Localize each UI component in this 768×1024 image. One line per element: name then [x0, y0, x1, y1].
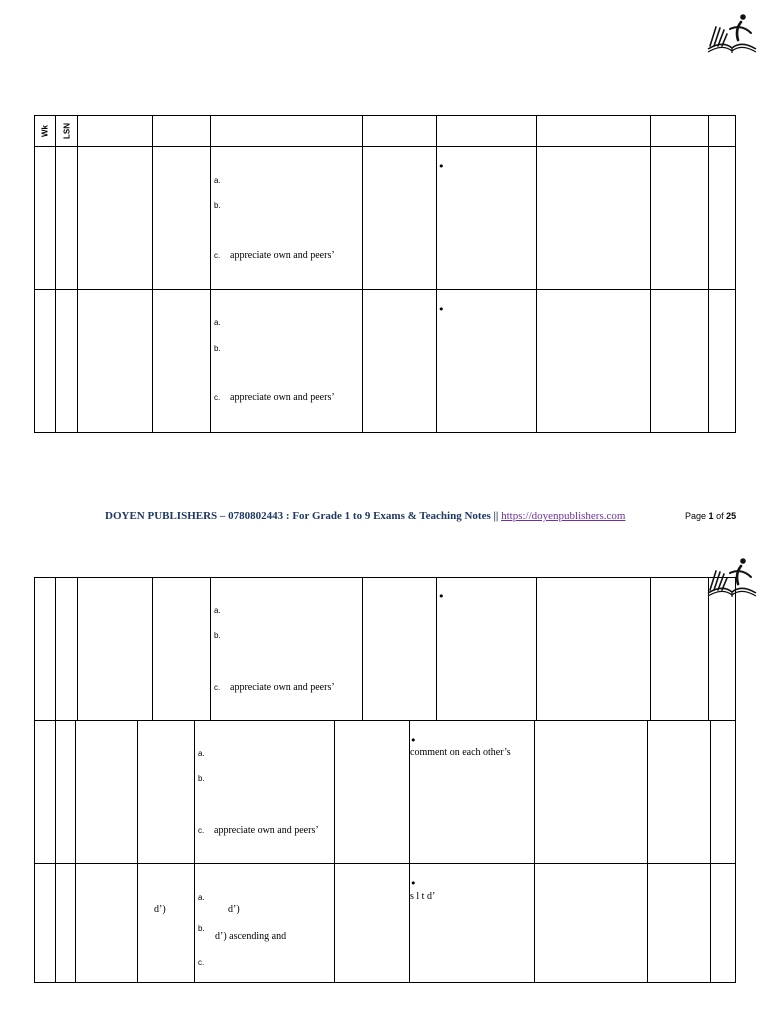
- header-cell: [437, 116, 537, 147]
- reader-logo-icon: [706, 557, 758, 599]
- list-item-b-marker: b.: [198, 774, 205, 783]
- header-cell: [211, 116, 363, 147]
- list-item-a-marker: a.: [214, 318, 221, 327]
- list-item-b-text: d’) ascending and: [215, 931, 287, 942]
- list-item-c-text: appreciate own and peers’: [230, 392, 335, 403]
- outcomes-cell: [211, 578, 363, 721]
- table-cell: [78, 578, 153, 721]
- page-word: Page: [685, 511, 707, 521]
- list-item-c-marker: c.: [214, 683, 221, 692]
- activities-cell: [410, 721, 535, 864]
- header-week-label: Wk: [40, 125, 50, 137]
- table-cell: [35, 578, 56, 721]
- table-cell: [709, 578, 736, 721]
- table-cell: [35, 290, 56, 433]
- table-cell: [363, 147, 437, 290]
- outcomes-cell: [195, 864, 335, 983]
- table-row: [35, 721, 736, 864]
- header-cell: [363, 116, 437, 147]
- list-item-b-marker: b.: [214, 631, 221, 640]
- header-cell-week: [35, 116, 56, 147]
- table-cell: [335, 721, 410, 864]
- table-cell: [56, 290, 78, 433]
- table-cell: [35, 721, 56, 864]
- header-cell: [78, 116, 153, 147]
- table-cell: [78, 147, 153, 290]
- table-cell: [153, 147, 211, 290]
- table-cell: [709, 147, 736, 290]
- list-item-c-text: appreciate own and peers’: [230, 250, 335, 261]
- list-item-b-marker: b.: [214, 344, 221, 353]
- table-cell: [138, 721, 195, 864]
- header-cell: [537, 116, 651, 147]
- list-item-a-marker: a.: [198, 893, 205, 902]
- page-number: [685, 510, 736, 522]
- publisher-text: DOYEN PUBLISHERS – 0780802443 : For Grade 1 to 9 Exams & Teaching Notes ||: [105, 510, 499, 522]
- list-item-c-marker: c.: [198, 826, 205, 835]
- table-cell: [651, 147, 709, 290]
- table-header-row: [35, 116, 736, 147]
- sub-strand-cell: [138, 864, 195, 983]
- table-cell: [537, 147, 651, 290]
- header-cell: [153, 116, 211, 147]
- list-item-b-marker: b.: [198, 924, 205, 933]
- table-cell: [153, 290, 211, 433]
- table-cell: [56, 864, 76, 983]
- bullet-point: •: [438, 303, 445, 316]
- list-item-c-marker: c.: [214, 251, 221, 260]
- table-cell: [56, 147, 78, 290]
- total-pages: 25: [726, 511, 737, 521]
- table-cell: [56, 721, 76, 864]
- table-cell: [153, 578, 211, 721]
- list-item-c-text: appreciate own and peers’: [230, 682, 335, 693]
- lesson-table-page1: [34, 115, 736, 433]
- bullet-point: •: [438, 590, 445, 603]
- list-item-a-marker: a.: [214, 606, 221, 615]
- table-row: [35, 578, 736, 721]
- outcomes-cell: [195, 721, 335, 864]
- table-cell: [711, 721, 736, 864]
- outcomes-cell: [211, 147, 363, 290]
- table-cell: [709, 290, 736, 433]
- sub-strand-text: d’): [154, 904, 166, 915]
- list-item-c-marker: c.: [198, 958, 205, 967]
- table-cell: [651, 290, 709, 433]
- header-cell: [651, 116, 709, 147]
- current-page: 1: [708, 511, 714, 521]
- table-cell: [35, 864, 56, 983]
- table-cell: [711, 864, 736, 983]
- table-cell: [76, 864, 138, 983]
- table-row: [35, 290, 736, 433]
- table-row: [35, 147, 736, 290]
- table-cell: [537, 290, 651, 433]
- bullet-point: •: [438, 160, 445, 173]
- header-cell: [709, 116, 736, 147]
- bullet-point: •: [410, 877, 417, 890]
- table-cell: [537, 578, 651, 721]
- list-item-c-text: appreciate own and peers’: [214, 825, 319, 836]
- table-cell: [76, 721, 138, 864]
- header-cell-lesson: [56, 116, 78, 147]
- list-item-b-marker: b.: [214, 201, 221, 210]
- list-item-a-marker: a.: [214, 176, 221, 185]
- activities-cell: [437, 290, 537, 433]
- table-cell: [648, 721, 711, 864]
- table-row: [35, 864, 736, 983]
- outcomes-cell: [211, 290, 363, 433]
- table-cell: [363, 578, 437, 721]
- table-cell: [35, 147, 56, 290]
- reader-logo-icon: [706, 13, 758, 55]
- activities-cell: [437, 578, 537, 721]
- website-link[interactable]: https://doyenpublishers.com: [501, 510, 626, 522]
- list-item-a-marker: a.: [198, 749, 205, 758]
- table-cell: [648, 864, 711, 983]
- activity-note: s l t d’: [410, 891, 436, 902]
- of-word: of: [716, 511, 724, 521]
- activity-note: comment on each other’s: [410, 747, 511, 758]
- header-lesson-label: LSN: [62, 123, 71, 139]
- table-cell: [56, 578, 78, 721]
- list-item-a-text: d’): [228, 904, 240, 915]
- lesson-table-page2: [34, 577, 736, 983]
- table-cell: [363, 290, 437, 433]
- page-footer: [105, 509, 625, 523]
- list-item-c-marker: c.: [214, 393, 221, 402]
- table-cell: [535, 721, 648, 864]
- table-cell: [535, 864, 648, 983]
- table-cell: [335, 864, 410, 983]
- activities-cell: [410, 864, 535, 983]
- table-cell: [78, 290, 153, 433]
- activities-cell: [437, 147, 537, 290]
- bullet-point: •: [410, 734, 417, 747]
- table-cell: [651, 578, 709, 721]
